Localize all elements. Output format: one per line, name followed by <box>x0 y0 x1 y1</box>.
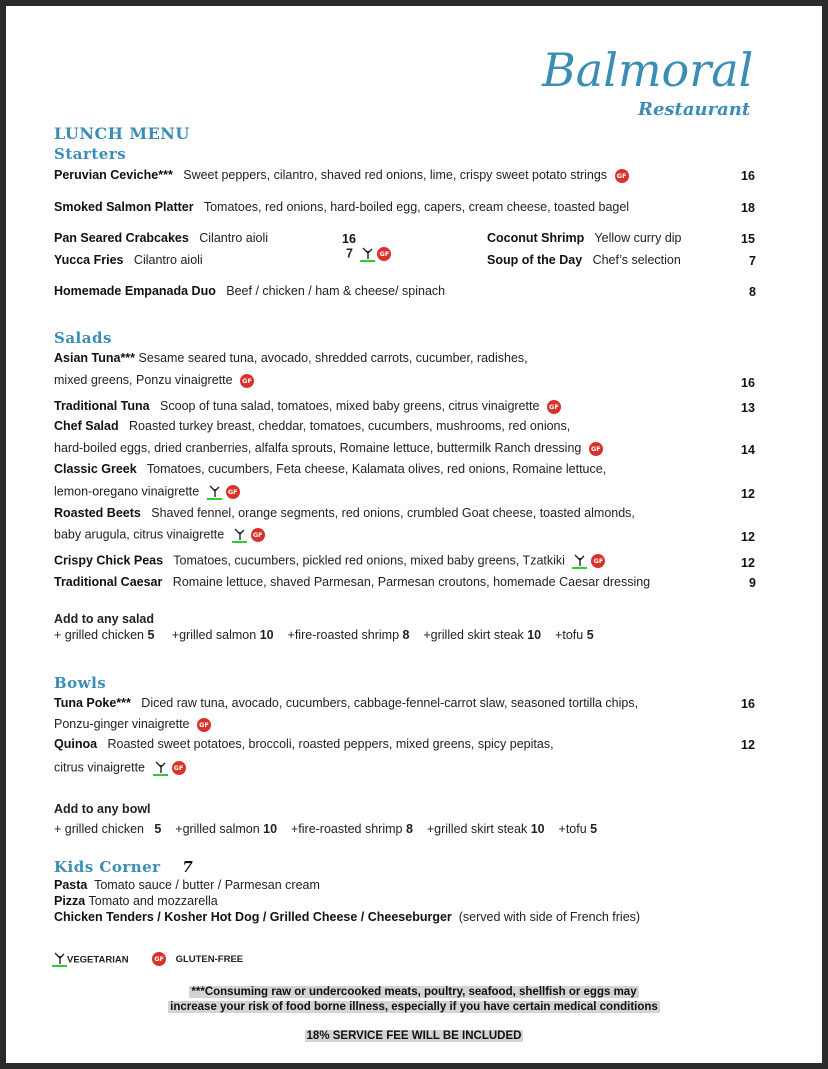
vegetarian-icon <box>52 951 67 967</box>
gluten-free-icon: GF <box>197 718 211 732</box>
item-desc: Romaine lettuce, shaved Parmesan, Parmesan croutons, homemade Caesar dressing <box>172 575 651 589</box>
logo-sub: Restaurant <box>638 99 751 120</box>
item-name: Roasted Beets <box>54 506 141 520</box>
vegetarian-icon <box>232 527 247 543</box>
item-soup <box>487 253 681 267</box>
item-desc: Tomatoes, cucumbers, Feta cheese, Kalamata olives, red onions, Romaine lettuce, <box>146 462 607 476</box>
price-quinoa: 12 <box>741 738 755 752</box>
item-desc: baby arugula, citrus vinaigrette <box>54 527 225 542</box>
item-desc: Chef’s selection <box>592 253 681 267</box>
menu-page <box>6 6 822 1063</box>
price-tuna-poke: 16 <box>741 697 755 711</box>
item-desc: Tomatoes, red onions, hard-boiled egg, capers, cream cheese, toasted bagel <box>203 200 630 214</box>
item-desc: Cilantro aioli <box>133 253 203 267</box>
price-roasted-beets: 12 <box>741 530 755 544</box>
warning-line-1: ***Consuming raw or undercooked meats, poultry, seafood, shellfish or eggs may <box>191 986 637 998</box>
item-desc: Scoop of tuna salad, tomatoes, mixed baby greens, citrus vinaigrette <box>160 399 540 413</box>
item-pasta <box>54 878 320 892</box>
item-name: Asian Tuna*** <box>54 351 136 365</box>
price-crabcakes: 16 <box>342 232 356 246</box>
item-name: Quinoa <box>54 737 98 751</box>
item-chef-salad-line2 <box>54 441 603 456</box>
logo-name: Balmoral <box>542 43 754 97</box>
item-desc: Roasted sweet potatoes, broccoli, roasted peppers, mixed greens, spicy pepitas, <box>107 737 554 751</box>
item-asian-tuna-line2 <box>54 373 254 388</box>
price-asian-tuna: 16 <box>741 376 755 390</box>
item-desc: (served with side of French fries) <box>458 910 641 924</box>
price-chef-salad: 14 <box>741 443 755 457</box>
price-coconut-shrimp: 15 <box>741 232 755 246</box>
item-name: Pan Seared Crabcakes <box>54 231 189 245</box>
price-classic-greek: 12 <box>741 487 755 501</box>
item-name: Coconut Shrimp <box>487 231 585 245</box>
price-soup: 7 <box>749 254 756 268</box>
item-name: Peruvian Ceviche*** <box>54 168 173 182</box>
item-name: Chicken Tenders / Kosher Hot Dog / Grilled Cheese / Cheeseburger <box>54 910 452 924</box>
item-coconut-shrimp <box>487 231 682 245</box>
item-name: Classic Greek <box>54 462 137 476</box>
item-desc: Diced raw tuna, avocado, cucumbers, cabbage-fennel-carrot slaw, seasoned tortilla chips, <box>141 696 639 710</box>
vegetarian-icon <box>360 246 375 262</box>
item-desc: Tomato sauce / butter / Parmesan cream <box>94 878 320 892</box>
item-desc: Tomato and mozzarella <box>88 894 218 908</box>
addon-chicken: + grilled chicken 5 <box>54 628 155 642</box>
item-traditional-caesar <box>54 575 650 589</box>
addon-salmon: +grilled salmon 10 <box>171 628 274 642</box>
item-tuna-poke <box>54 696 638 710</box>
salad-addons <box>54 628 594 642</box>
item-roasted-beets <box>54 506 635 520</box>
salad-addons-title: Add to any salad <box>54 612 155 626</box>
section-salads: Salads <box>54 329 112 347</box>
vegetarian-icon <box>153 760 168 776</box>
price-yucca: 7 <box>346 246 353 261</box>
addon-shrimp: +fire-roasted shrimp 8 <box>287 628 410 642</box>
gluten-free-icon: GF <box>226 485 240 499</box>
item-name: Crispy Chick Peas <box>54 553 164 568</box>
item-traditional-tuna <box>54 399 561 414</box>
addon-steak: +grilled skirt steak 10 <box>423 628 542 642</box>
gluten-free-icon: GF <box>172 761 186 775</box>
gluten-free-icon: GF <box>240 374 254 388</box>
item-empanada <box>54 284 445 298</box>
menu-title: LUNCH MENU <box>54 124 190 143</box>
item-desc: Yellow curry dip <box>594 231 682 245</box>
section-bowls: Bowls <box>54 674 107 692</box>
item-name: Traditional Caesar <box>54 575 163 589</box>
vegetarian-icon <box>207 484 222 500</box>
gluten-free-icon: GF <box>615 169 629 183</box>
item-desc: hard-boiled eggs, dried cranberries, alfalfa sprouts, Romaine lettuce, buttermilk Ranch dressing <box>54 441 582 455</box>
item-name: Pasta <box>54 878 88 892</box>
addon-tofu: +tofu 5 <box>558 822 598 836</box>
yucca-price-icons <box>346 246 391 262</box>
section-starters: Starters <box>54 145 127 163</box>
item-name: Tuna Poke*** <box>54 696 131 710</box>
addon-tofu: +tofu 5 <box>555 628 594 642</box>
item-quinoa <box>54 737 554 751</box>
gluten-free-icon: GF <box>377 247 391 261</box>
section-kids <box>54 858 193 876</box>
item-desc: Sweet peppers, cilantro, shaved red onions, lime, crispy sweet potato strings <box>183 168 608 182</box>
addon-shrimp: +fire-roasted shrimp 8 <box>290 822 413 836</box>
vegetarian-icon <box>572 553 587 569</box>
item-desc: lemon-oregano vinaigrette <box>54 484 200 499</box>
item-name: Homemade Empanada Duo <box>54 284 216 298</box>
item-desc: mixed greens, Ponzu vinaigrette <box>54 373 233 387</box>
kids-price: 7 <box>182 858 194 876</box>
item-name: Smoked Salmon Platter <box>54 200 194 214</box>
gluten-free-icon: GF <box>591 554 605 568</box>
item-name: Chef Salad <box>54 419 119 433</box>
item-desc: Beef / chicken / ham & cheese/ spinach <box>226 284 446 298</box>
item-crispy-chick-peas <box>54 553 605 569</box>
item-quinoa-line2 <box>54 760 186 776</box>
item-desc: Shaved fennel, orange segments, red onions, crumbled Goat cheese, toasted almonds, <box>151 506 635 520</box>
item-kids-combo <box>54 910 640 924</box>
price-ceviche: 16 <box>741 169 755 183</box>
addon-chicken: + grilled chicken 5 <box>54 822 162 836</box>
item-name: Traditional Tuna <box>54 399 150 413</box>
bowl-addons <box>54 822 597 836</box>
item-classic-greek <box>54 462 606 476</box>
item-yucca <box>54 253 203 267</box>
service-fee: 18% SERVICE FEE WILL BE INCLUDED <box>306 1030 522 1042</box>
gluten-free-icon: GF <box>251 528 265 542</box>
balmoral-logo <box>534 24 754 124</box>
legend <box>52 951 243 967</box>
gluten-free-icon: GF <box>152 952 166 966</box>
gluten-free-icon: GF <box>589 442 603 456</box>
warning-line-2: increase your risk of food borne illness, especially if you have certain medical conditions <box>170 1001 658 1013</box>
price-crispy-chick-peas: 12 <box>741 556 755 570</box>
bowl-addons-title: Add to any bowl <box>54 802 151 816</box>
item-desc: Sesame seared tuna, avocado, shredded carrots, cucumber, radishes, <box>138 351 528 365</box>
item-name: Pizza <box>54 894 86 908</box>
addon-salmon: +grilled salmon 10 <box>175 822 278 836</box>
legend-vegetarian: VEGETARIAN <box>67 954 129 966</box>
item-desc: Cilantro aioli <box>199 231 269 245</box>
item-tuna-poke-line2 <box>54 717 211 732</box>
item-name: Soup of the Day <box>487 253 583 267</box>
price-traditional-tuna: 13 <box>741 401 755 415</box>
item-chef-salad <box>54 419 570 433</box>
item-ceviche <box>54 168 629 183</box>
price-empanada: 8 <box>749 285 756 299</box>
price-traditional-caesar: 9 <box>749 576 756 590</box>
item-salmon <box>54 200 629 214</box>
item-pizza <box>54 894 218 908</box>
item-roasted-beets-line2 <box>54 527 265 543</box>
gluten-free-icon: GF <box>547 400 561 414</box>
item-name: Yucca Fries <box>54 253 124 267</box>
item-desc: Ponzu-ginger vinaigrette <box>54 717 190 731</box>
item-desc: Roasted turkey breast, cheddar, tomatoes, cucumbers, mushrooms, red onions, <box>129 419 571 433</box>
item-desc: citrus vinaigrette <box>54 760 146 775</box>
item-desc: Tomatoes, cucumbers, pickled red onions, mixed baby greens, Tzatkiki <box>173 553 565 568</box>
addon-steak: +grilled skirt steak 10 <box>426 822 545 836</box>
price-salmon: 18 <box>741 201 755 215</box>
item-classic-greek-line2 <box>54 484 240 500</box>
item-crabcakes <box>54 231 268 245</box>
item-asian-tuna <box>54 351 528 365</box>
kids-heading: Kids Corner <box>54 858 161 876</box>
legend-gluten-free: GLUTEN-FREE <box>175 954 244 966</box>
